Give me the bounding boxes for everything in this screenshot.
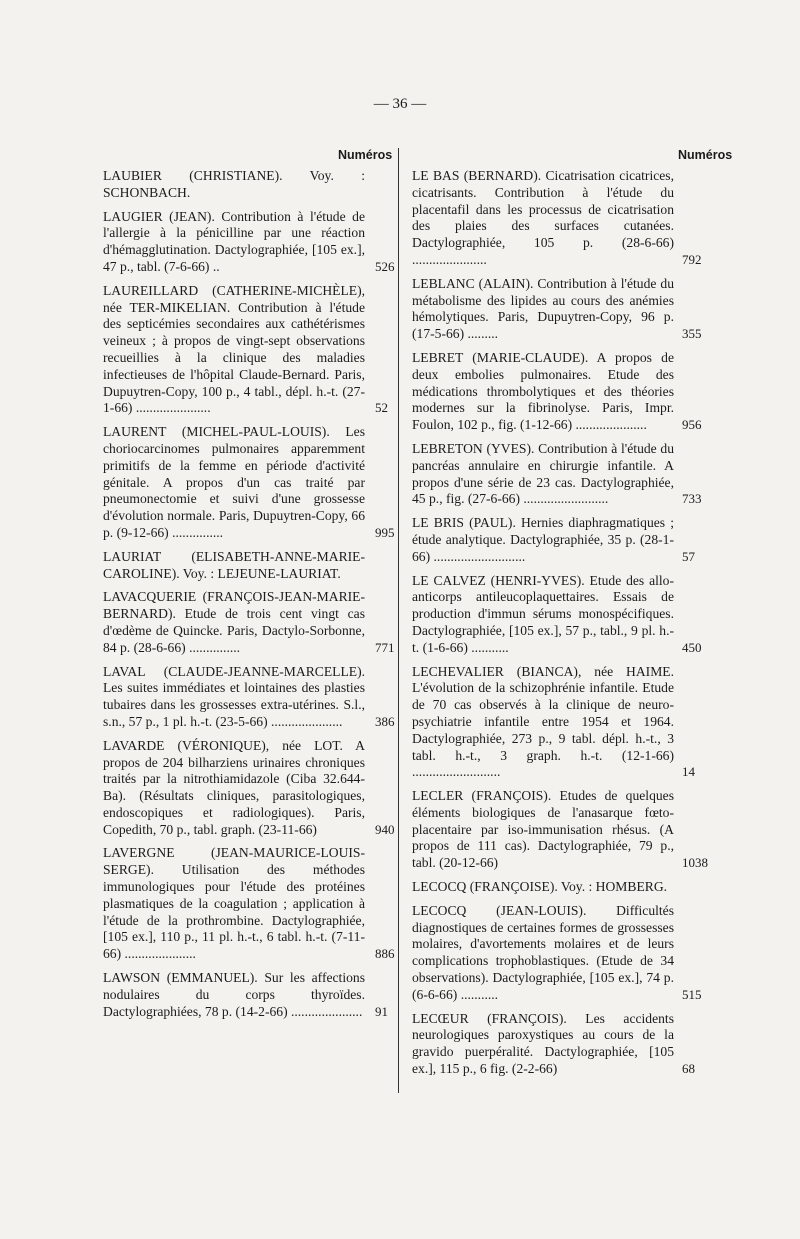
bibliography-entry <box>412 572 702 657</box>
bibliography-entry <box>103 663 395 731</box>
entry-number: 886 <box>375 946 395 962</box>
entry-text: LE CALVEZ (HENRI-YVES). Etude des allo-anticorps antileucoplaquettaires. Essais de production d'immun sérums monospécifiques. Dactylographiée, [105 ex.], 57 p., tabl., 9 pl. h.-t. (1-6-66) ........... <box>412 572 674 655</box>
entry-number: 57 <box>682 548 695 564</box>
entry-text: LAUBIER (CHRISTIANE). Voy. : SCHONBACH. <box>103 168 365 200</box>
entry-text: LECHEVALIER (BIANCA), née HAIME. L'évolution de la schizophrénie infantile. Etude de 70 cas observés à la clinique de neuro-psychiatrie infantile entre 1954 et 1964. Dactylographiée, 273 p., 9 tabl. dépl. h.-t., 3 tabl. h.-t., 3 graph. h.-t. (12-1-66) .......................... <box>412 663 674 780</box>
entry-number: 940 <box>375 821 395 837</box>
left-column <box>103 168 395 1027</box>
entry-number: 515 <box>682 986 702 1002</box>
bibliography-entry <box>103 970 388 1020</box>
column-header-right: Numéros <box>678 148 733 162</box>
entry-text: LAVARDE (VÉRONIQUE), née LOT. A propos de 204 bilharziens urinaires chroniques traités par la nitrothiamidazole (Ciba 32.644-Ba). (Résultats cliniques, parasitologiques, endoscopiques et radiologiques). Paris, Copedith, 70 p., tabl. graph. (23-11-66) <box>103 737 365 837</box>
entry-text: LAVACQUERIE (FRANÇOIS-JEAN-MARIE-BERNARD). Etude de trois cent vingt cas d'œdème de Quincke. Paris, Dactylo-Sorbonne, 84 p. (28-6-66) ............... <box>103 589 365 655</box>
bibliography-entry <box>103 549 365 583</box>
entry-number: 52 <box>375 400 388 416</box>
entry-number: 995 <box>375 524 395 540</box>
entry-number: 355 <box>682 326 702 342</box>
bibliography-entry <box>412 788 708 872</box>
entry-text: LAURIAT (ELISABETH-ANNE-MARIE-CAROLINE). Voy. : LEJEUNE-LAURIAT. <box>103 548 365 581</box>
entry-text: LAURENT (MICHEL-PAUL-LOUIS). Les choriocarcinomes pulmonaires apparemment primitifs de la femme en période d'activité génitale. A propos d'un cas traité par pneumonectomie et suivi d'une grossesse d'évolution normale. Paris, Dupuytren-Copy, 66 p. (9-12-66) ............... <box>103 424 365 540</box>
entry-number: 450 <box>682 639 702 655</box>
entry-text: LEBLANC (ALAIN). Contribution à l'étude du métabolisme des lipides au cours des anémies hémolytiques. Paris, Dupuytren-Copy, 96 p. (17-5-66) ......... <box>412 275 674 342</box>
bibliography-entry <box>103 208 395 276</box>
entry-number: 956 <box>682 417 702 433</box>
entry-text: LAVERGNE (JEAN-MAURICE-LOUIS-SERGE). Utilisation des méthodes immunologiques pour l'étude des protéines plasmatiques de la coagulation ; application à l'étude de la prothrombine. Dactylographiée, [105 ex.], 110 p., 11 pl. h.-t., 6 tabl. h.-t. (7-11-66) ..................... <box>103 845 365 962</box>
bibliography-entry <box>412 902 702 1004</box>
entry-text: LEBRETON (YVES). Contribution à l'étude du pancréas annulaire en chirurgie infantile. A propos d'une série de 23 cas. Dactylographiée, 45 p., fig. (27-6-66) ......................... <box>412 440 674 507</box>
bibliography-entry <box>412 515 695 565</box>
entry-number: 68 <box>682 1061 695 1077</box>
entry-text: LE BRIS (PAUL). Hernies diaphragmatiques ; étude analytique. Dactylographiée, 35 p. (28-1-66) ........................... <box>412 515 674 564</box>
entry-text: LECOCQ (FRANÇOISE). Voy. : HOMBERG. <box>412 879 668 895</box>
entry-number: 771 <box>375 639 395 655</box>
entry-text: LECLER (FRANÇOIS). Etudes de quelques éléments biologiques de l'anasarque fœto-placentaire par iso-immunisation rhésus. (A propos de 111 cas). Dactylographiée, 79 p., tabl. (20-12-66) <box>412 788 674 871</box>
entry-number: 733 <box>682 491 702 507</box>
page-number: — 36 — <box>373 96 427 112</box>
entry-text: LAVAL (CLAUDE-JEANNE-MARCELLE). Les suites immédiates et lointaines des plasties tubaires dans les grossesses extra-utérines. S.l., s.n., 57 p., 1 pl. h.-t. (23-5-66) ..................... <box>103 663 365 729</box>
bibliography-entry <box>412 168 702 269</box>
entry-text: LAWSON (EMMANUEL). Sur les affections nodulaires du corps thyroïdes. Dactylographiées, 78 p. (14-2-66) ..................... <box>103 970 365 1019</box>
bibliography-entry <box>412 349 702 434</box>
bibliography-entry <box>412 1010 695 1078</box>
bibliography-entry <box>103 589 395 656</box>
column-header-left: Numéros <box>338 148 393 162</box>
entry-number: 1038 <box>682 855 708 871</box>
entry-text: LAUGIER (JEAN). Contribution à l'étude de l'allergie à la pénicilline par une réaction d'hémagglutination. Dactylographiée, [105 ex.], 47 p., tabl. (7-6-66) .. <box>103 208 365 274</box>
entry-number: 526 <box>375 258 395 274</box>
entry-text: LAUREILLARD (CATHERINE-MICHÈLE), née TER-MIKELIAN. Contribution à l'étude des septicémies secondaires aux cathétérismes veineux ; à propos de vingt-sept observations recueillies à la clinique des maladies infectieuses de l'hôpital Claude-Bernard. Paris, Dupuytren-Copy, 100 p., 4 tabl., dépl. h.-t. (27-1-66) ...................... <box>103 282 365 416</box>
bibliography-entry <box>412 440 702 508</box>
entry-text: LECŒUR (FRANÇOIS). Les accidents neurologiques paroxystiques au cours de la gravido puerpéralité. Dactylographiée, [105 ex.], 115 p., 6 fig. (2-2-66) <box>412 1010 674 1077</box>
entry-text: LECOCQ (JEAN-LOUIS). Difficultés diagnostiques de certaines formes de grossesses molaires, d'avortements molaires et de leurs complications trophoblastiques. (Etude de 34 observations). Dactylographiée, [105 ex.], 74 p. (6-6-66) ........... <box>412 902 674 1002</box>
entry-number: 14 <box>682 764 695 780</box>
bibliography-entry <box>103 282 388 417</box>
bibliography-entry <box>412 275 702 343</box>
entry-text: LE BAS (BERNARD). Cicatrisation cicatrices, cicatrisants. Contribution à l'étude du placentafil dans les processus de cicatrisation des plaies des surfaces cutanées. Dactylographiée, 105 p. (28-6-66) ...................... <box>412 168 674 267</box>
bibliography-entry <box>103 168 365 202</box>
bibliography-entry <box>412 879 674 896</box>
bibliography-entry <box>103 845 395 963</box>
entry-number: 386 <box>375 713 395 729</box>
entry-number: 91 <box>375 1003 388 1019</box>
entry-text: LEBRET (MARIE-CLAUDE). A propos de deux embolies pulmonaires. Etude des médications thrombolytiques et des théories modernes sur la fibrinolyse. Paris, Impr. Foulon, 102 p., fig. (1-12-66) ..................... <box>412 349 674 433</box>
bibliography-entry <box>103 737 395 839</box>
bibliography-entry <box>103 424 395 542</box>
bibliography-entry <box>412 663 695 782</box>
right-column <box>412 168 708 1085</box>
entry-number: 792 <box>682 251 702 267</box>
